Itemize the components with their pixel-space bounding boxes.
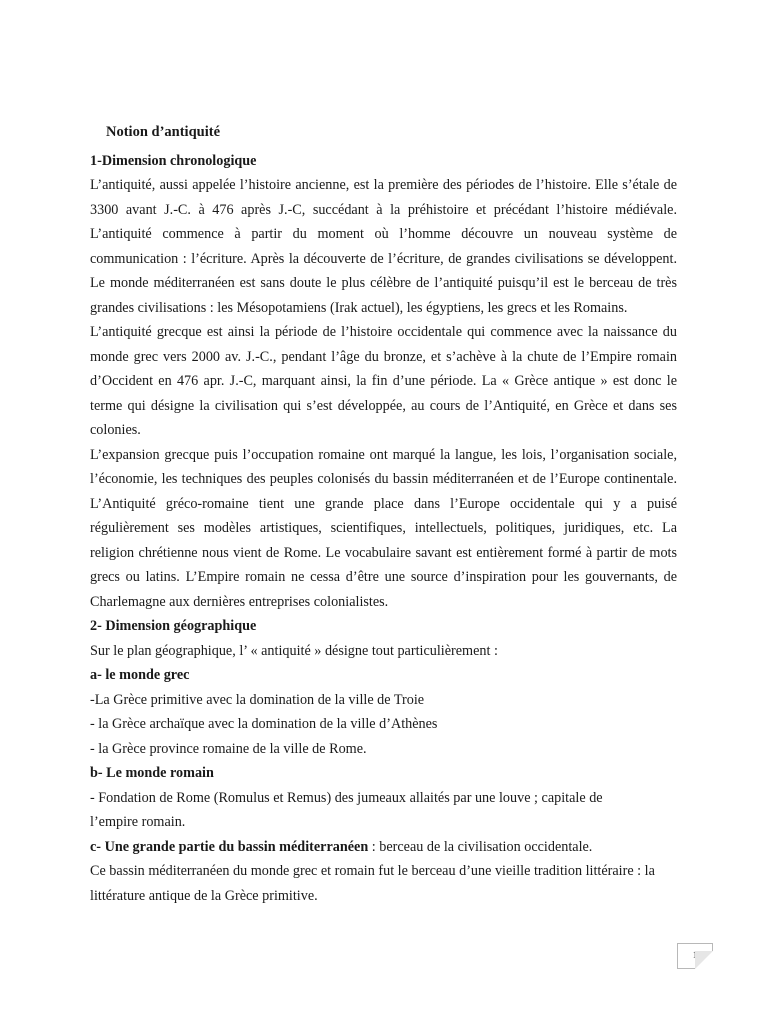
subsection-c-text: : berceau de la civilisation occidentale. [368, 838, 593, 855]
page-fold-corner [692, 950, 713, 969]
page-number: 1 [692, 950, 698, 960]
section-2-heading: 2- Dimension géographique [90, 618, 257, 634]
paragraph-3: L’expansion grecque puis l’occupation romaine ont marqué la langue, les lois, l’organisation sociale, l’économie, les techniques des peuples colonisés du bassin méditerranéen et de l’Europe continentale. L’Antiquité gréco-romaine tient une grande place dans l’Europe occidentale qui y a puisé régulièrement ses modèles artistiques, scientifiques, intellectuels, politiques, juridiques, etc. La religion chrétienne nous vient de Rome. Le vocabulaire savant est entièrement formé à partir de mots grecs ou latins. L’Empire romain ne cessa d’être une source d’inspiration pour les gouvernants, de Charlemagne aux dernières entreprises colonialistes. [90, 446, 677, 610]
paragraph-2: L’antiquité grecque est ainsi la période de l’histoire occidentale qui commence avec la naissance du monde grec vers 2000 av. J.-C., pendant l’âge du bronze, et s’achève à la chute de l’Empire romain d’Occident en 476 apr. J.-C, marquant ainsi, la fin d’une période. La « Grèce antique » est donc le terme qui désigne la civilisation qui s’est développée, au cours de l’Antiquité, en Grèce et dans ses colonies. [90, 324, 677, 438]
list-item: - la Grèce province romaine de la ville de Rome. [90, 740, 367, 757]
paragraph-1: L’antiquité, aussi appelée l’histoire ancienne, est la première des périodes de l’histoire. Elle s’étale de 3300 avant J.-C. à 476 après J.-C, succédant à la préhistoire et précédant l’histoire médiévale. L’antiquité commence à partir du moment où l’homme découvre un nouveau système de communication : l’écriture. Après la découverte de l’écriture, de grandes civilisations se développent. Le monde méditerranéen est sans doute le plus célèbre de l’antiquité puisqu’il est le berceau de très grandes civilisations : les Mésopotamiens (Irak actuel), les égyptiens, les grecs et les Romains. [90, 177, 677, 316]
document-title: Notion d’antiquité [106, 124, 221, 140]
document-body [90, 120, 677, 908]
section-1-heading: 1-Dimension chronologique [90, 152, 257, 169]
subsection-c-heading: c- Une grande partie du bassin méditerranéen [90, 838, 369, 855]
list-item: -La Grèce primitive avec la domination de la ville de Troie [90, 691, 425, 708]
subsection-b-heading: b- Le monde romain [90, 765, 214, 781]
subsection-c-line [90, 835, 677, 860]
subsection-a-heading: a- le monde grec [90, 667, 190, 683]
list-item: - la Grèce archaïque avec la domination de la ville d’Athènes [90, 716, 438, 732]
paragraph-5: Ce bassin méditerranéen du monde grec et romain fut le berceau d’une vieille tradition littéraire : la littérature antique de la Grèce primitive. [90, 863, 655, 904]
paragraph-4: Sur le plan géographique, l’ « antiquité » désigne tout particulièrement : [90, 642, 498, 659]
subsection-b-text: - Fondation de Rome (Romulus et Remus) des jumeaux allaités par une louve ; capitale de l’empire romain. [90, 789, 603, 830]
page-number-box [677, 943, 713, 969]
